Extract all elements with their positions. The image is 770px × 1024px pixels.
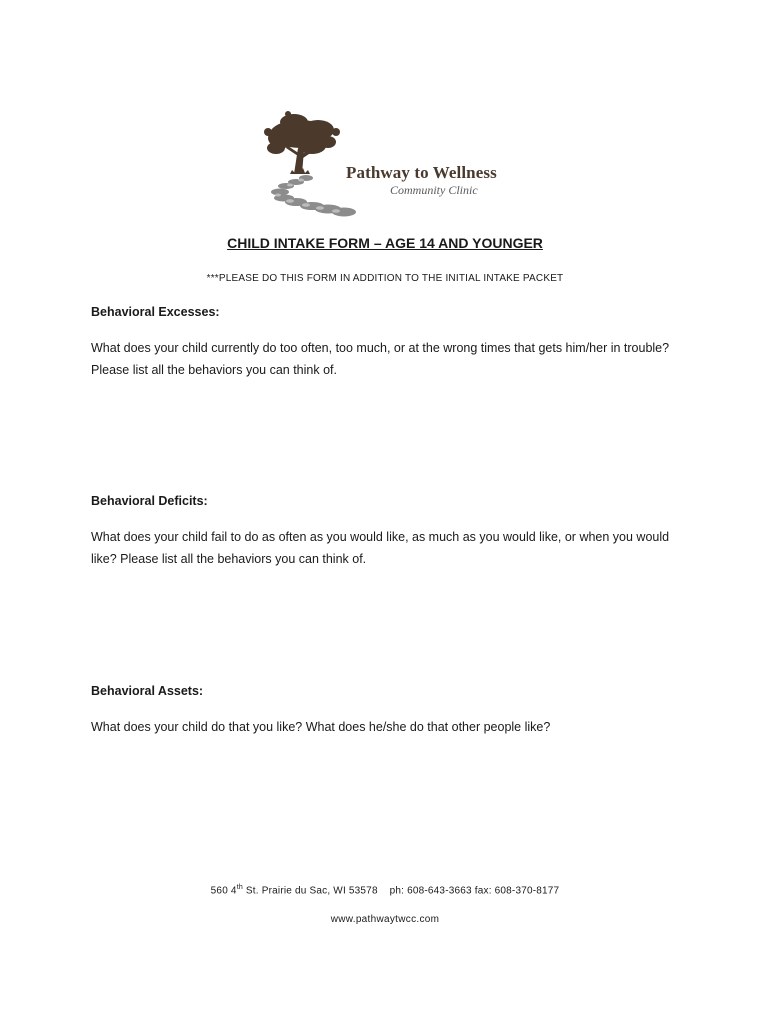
address-ordinal: th: [236, 884, 243, 891]
clinic-name: Pathway to Wellness: [346, 163, 497, 182]
address-details: St. Prairie du Sac, WI 53578 ph: 608-643-3663 fax: 608-370-8177: [242, 885, 560, 897]
section-heading-deficits: Behavioral Deficits:: [91, 494, 208, 508]
question-excesses: What does your child currently do too often, too much, or at the wrong times that gets him/her in trouble? Please list all the behaviors you can think of.: [91, 341, 670, 377]
clinic-logo: [260, 108, 510, 223]
question-assets: What does your child do that you like? What does he/she do that other people like?: [91, 720, 551, 734]
address-number: 560 4: [210, 885, 237, 897]
footer-website: www.pathwaytwcc.com: [330, 914, 440, 925]
question-deficits: What does your child fail to do as often as you would like, as much as you would like, or when you would like? Please list all the behaviors you can think of.: [91, 530, 670, 566]
section-heading-excesses: Behavioral Excesses:: [91, 305, 220, 319]
form-instruction-note: ***PLEASE DO THIS FORM IN ADDITION TO THE INITIAL INTAKE PACKET: [206, 273, 564, 284]
form-title: CHILD INTAKE FORM – AGE 14 AND YOUNGER: [227, 235, 543, 251]
clinic-subtitle: Community Clinic: [390, 183, 478, 197]
footer-address: [0, 884, 770, 896]
section-heading-assets: Behavioral Assets:: [91, 684, 204, 698]
